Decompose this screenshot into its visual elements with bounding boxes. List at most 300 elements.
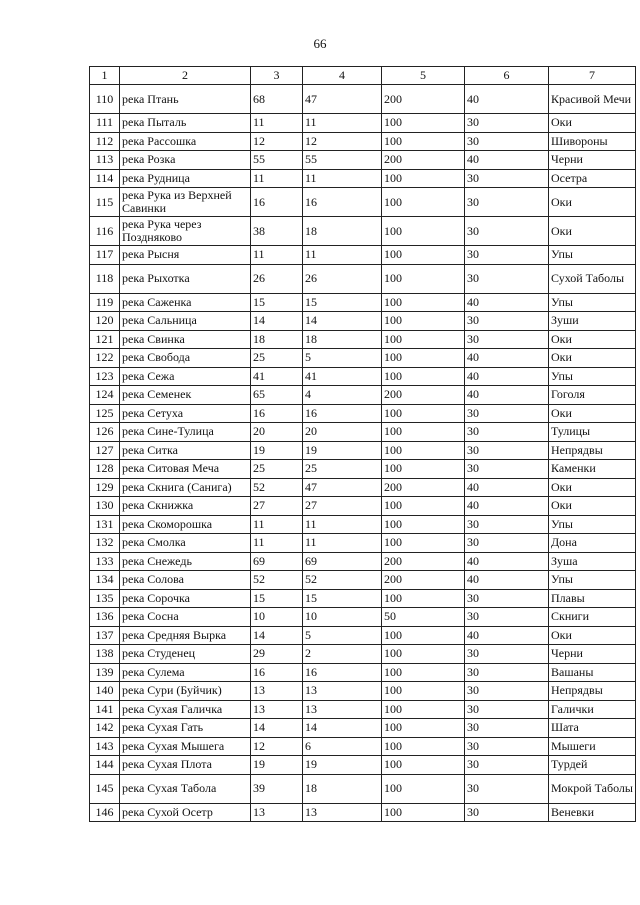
river-name-cell: река Сухая Галичка (120, 700, 251, 719)
col6-cell: 40 (465, 293, 549, 312)
table-row (90, 682, 636, 701)
col5-cell: 100 (382, 534, 465, 553)
row-number-cell: 133 (90, 552, 120, 571)
col4-cell: 15 (303, 293, 382, 312)
tributary-of-cell: Упы (549, 515, 636, 534)
col5-cell: 100 (382, 756, 465, 775)
tributary-of-cell: Оки (549, 626, 636, 645)
row-number-cell: 134 (90, 571, 120, 590)
table-row (90, 552, 636, 571)
tributary-of-cell: Упы (549, 293, 636, 312)
row-number-cell: 125 (90, 404, 120, 423)
col6-cell: 40 (465, 626, 549, 645)
col6-cell: 30 (465, 756, 549, 775)
row-number-cell: 136 (90, 608, 120, 627)
row-number-cell: 115 (90, 188, 120, 217)
row-number-cell: 114 (90, 169, 120, 188)
col3-cell: 11 (251, 534, 303, 553)
col3-cell: 69 (251, 552, 303, 571)
river-name-cell: река Свобода (120, 349, 251, 368)
river-name-cell: река Птань (120, 85, 251, 114)
tributary-of-cell: Тулицы (549, 423, 636, 442)
tributary-of-cell: Черни (549, 151, 636, 170)
row-number-cell: 128 (90, 460, 120, 479)
col5-cell: 100 (382, 188, 465, 217)
tributary-of-cell: Непрядвы (549, 682, 636, 701)
row-number-cell: 124 (90, 386, 120, 405)
river-name-cell: река Свинка (120, 330, 251, 349)
col5-cell: 100 (382, 774, 465, 803)
row-number-cell: 137 (90, 626, 120, 645)
col6-cell: 30 (465, 803, 549, 822)
col4-cell: 11 (303, 114, 382, 133)
col3-cell: 68 (251, 85, 303, 114)
river-name-cell: река Скоморошка (120, 515, 251, 534)
table-row (90, 246, 636, 265)
col3-cell: 13 (251, 803, 303, 822)
tributary-of-cell: Дона (549, 534, 636, 553)
river-name-cell: река Сосна (120, 608, 251, 627)
col3-cell: 13 (251, 700, 303, 719)
row-number-cell: 130 (90, 497, 120, 516)
table-row (90, 700, 636, 719)
tributary-of-cell: Непрядвы (549, 441, 636, 460)
col3-cell: 16 (251, 404, 303, 423)
col5-cell: 100 (382, 330, 465, 349)
table-row (90, 441, 636, 460)
row-number-cell: 123 (90, 367, 120, 386)
tributary-of-cell: Оки (549, 188, 636, 217)
col3-cell: 16 (251, 188, 303, 217)
col4-cell: 19 (303, 441, 382, 460)
col6-cell: 30 (465, 700, 549, 719)
tributary-of-cell: Осетра (549, 169, 636, 188)
col5-cell: 200 (382, 571, 465, 590)
col3-cell: 18 (251, 330, 303, 349)
col5-cell: 100 (382, 719, 465, 738)
row-number-cell: 112 (90, 132, 120, 151)
col6-cell: 30 (465, 264, 549, 293)
col5-cell: 200 (382, 478, 465, 497)
col4-cell: 16 (303, 188, 382, 217)
col5-cell: 100 (382, 312, 465, 331)
col3-cell: 14 (251, 312, 303, 331)
col5-cell: 100 (382, 423, 465, 442)
col3-cell: 15 (251, 589, 303, 608)
table-row (90, 423, 636, 442)
tributary-of-cell: Оки (549, 497, 636, 516)
col6-cell: 40 (465, 85, 549, 114)
col5-cell: 100 (382, 700, 465, 719)
col5-cell: 100 (382, 367, 465, 386)
col4-cell: 5 (303, 626, 382, 645)
table-row (90, 330, 636, 349)
col6-cell: 40 (465, 349, 549, 368)
table-row (90, 188, 636, 217)
table-row (90, 737, 636, 756)
col4-cell: 19 (303, 756, 382, 775)
tributary-of-cell: Упы (549, 571, 636, 590)
header-cell: 7 (549, 67, 636, 85)
river-name-cell: река Семенек (120, 386, 251, 405)
table-row (90, 312, 636, 331)
col6-cell: 30 (465, 608, 549, 627)
col5-cell: 100 (382, 293, 465, 312)
col5-cell: 100 (382, 217, 465, 246)
col4-cell: 14 (303, 312, 382, 331)
table-row (90, 478, 636, 497)
col3-cell: 14 (251, 719, 303, 738)
river-name-cell: река Средняя Вырка (120, 626, 251, 645)
col4-cell: 20 (303, 423, 382, 442)
col3-cell: 20 (251, 423, 303, 442)
tributary-of-cell: Плавы (549, 589, 636, 608)
river-name-cell: река Сине-Тулица (120, 423, 251, 442)
col4-cell: 55 (303, 151, 382, 170)
header-cell: 6 (465, 67, 549, 85)
col3-cell: 15 (251, 293, 303, 312)
col5-cell: 100 (382, 441, 465, 460)
col6-cell: 30 (465, 404, 549, 423)
col3-cell: 11 (251, 246, 303, 265)
river-name-cell: река Солова (120, 571, 251, 590)
col5-cell: 100 (382, 169, 465, 188)
river-name-cell: река Розка (120, 151, 251, 170)
col3-cell: 19 (251, 756, 303, 775)
row-number-cell: 126 (90, 423, 120, 442)
row-number-cell: 141 (90, 700, 120, 719)
river-name-cell: река Смолка (120, 534, 251, 553)
river-name-cell: река Снежедь (120, 552, 251, 571)
tributary-of-cell: Зуши (549, 312, 636, 331)
col5-cell: 200 (382, 85, 465, 114)
river-name-cell: река Рассошка (120, 132, 251, 151)
table-row (90, 663, 636, 682)
col6-cell: 40 (465, 151, 549, 170)
col6-cell: 30 (465, 515, 549, 534)
col6-cell: 40 (465, 552, 549, 571)
tributary-of-cell: Оки (549, 114, 636, 133)
header-cell: 1 (90, 67, 120, 85)
col4-cell: 10 (303, 608, 382, 627)
table-row (90, 626, 636, 645)
col4-cell: 11 (303, 534, 382, 553)
col3-cell: 27 (251, 497, 303, 516)
col4-cell: 47 (303, 85, 382, 114)
col4-cell: 27 (303, 497, 382, 516)
header-cell: 4 (303, 67, 382, 85)
tributary-of-cell: Шата (549, 719, 636, 738)
col6-cell: 30 (465, 737, 549, 756)
col3-cell: 19 (251, 441, 303, 460)
header-cell: 2 (120, 67, 251, 85)
river-name-cell: река Студенец (120, 645, 251, 664)
tributary-of-cell: Шивороны (549, 132, 636, 151)
table-row (90, 515, 636, 534)
col4-cell: 18 (303, 774, 382, 803)
river-name-cell: река Рысня (120, 246, 251, 265)
col3-cell: 29 (251, 645, 303, 664)
col6-cell: 30 (465, 682, 549, 701)
col5-cell: 100 (382, 404, 465, 423)
row-number-cell: 131 (90, 515, 120, 534)
tributary-of-cell: Вашаны (549, 663, 636, 682)
col5-cell: 100 (382, 589, 465, 608)
table-row (90, 803, 636, 822)
col6-cell: 30 (465, 312, 549, 331)
tributary-of-cell: Галички (549, 700, 636, 719)
table-body (90, 85, 636, 822)
row-number-cell: 145 (90, 774, 120, 803)
row-number-cell: 113 (90, 151, 120, 170)
col6-cell: 30 (465, 460, 549, 479)
row-number-cell: 129 (90, 478, 120, 497)
col6-cell: 40 (465, 571, 549, 590)
col4-cell: 5 (303, 349, 382, 368)
river-name-cell: река Сорочка (120, 589, 251, 608)
river-name-cell: река Сальница (120, 312, 251, 331)
river-name-cell: река Пыталь (120, 114, 251, 133)
tributary-of-cell: Упы (549, 246, 636, 265)
col4-cell: 13 (303, 682, 382, 701)
col5-cell: 100 (382, 246, 465, 265)
col6-cell: 30 (465, 774, 549, 803)
row-number-cell: 121 (90, 330, 120, 349)
col5-cell: 100 (382, 132, 465, 151)
table-row (90, 264, 636, 293)
table-row (90, 534, 636, 553)
table-row (90, 589, 636, 608)
tributary-of-cell: Скниги (549, 608, 636, 627)
tributary-of-cell: Оки (549, 478, 636, 497)
tributary-of-cell: Зуша (549, 552, 636, 571)
row-number-cell: 118 (90, 264, 120, 293)
row-number-cell: 132 (90, 534, 120, 553)
col6-cell: 30 (465, 663, 549, 682)
river-name-cell: река Сулема (120, 663, 251, 682)
col6-cell: 30 (465, 114, 549, 133)
col3-cell: 38 (251, 217, 303, 246)
col4-cell: 25 (303, 460, 382, 479)
table-row (90, 404, 636, 423)
river-name-cell: река Сухая Табола (120, 774, 251, 803)
row-number-cell: 117 (90, 246, 120, 265)
row-number-cell: 144 (90, 756, 120, 775)
table-row (90, 293, 636, 312)
row-number-cell: 111 (90, 114, 120, 133)
tributary-of-cell: Красивой Мечи (549, 85, 636, 114)
col3-cell: 52 (251, 571, 303, 590)
col6-cell: 40 (465, 386, 549, 405)
tributary-of-cell: Оки (549, 349, 636, 368)
col4-cell: 18 (303, 330, 382, 349)
river-name-cell: река Рука из Верхней Савинки (120, 188, 251, 217)
col4-cell: 16 (303, 663, 382, 682)
col3-cell: 10 (251, 608, 303, 627)
river-name-cell: река Сухой Осетр (120, 803, 251, 822)
row-number-cell: 116 (90, 217, 120, 246)
col3-cell: 16 (251, 663, 303, 682)
col3-cell: 39 (251, 774, 303, 803)
table-row (90, 151, 636, 170)
page-number: 66 (313, 36, 327, 51)
col5-cell: 200 (382, 151, 465, 170)
tributary-of-cell: Мышеги (549, 737, 636, 756)
table-row (90, 367, 636, 386)
col6-cell: 30 (465, 169, 549, 188)
row-number-cell: 127 (90, 441, 120, 460)
header-cell: 5 (382, 67, 465, 85)
tributary-of-cell: Гоголя (549, 386, 636, 405)
col3-cell: 11 (251, 169, 303, 188)
col6-cell: 30 (465, 441, 549, 460)
col4-cell: 11 (303, 246, 382, 265)
tributary-of-cell: Оки (549, 330, 636, 349)
table-row (90, 169, 636, 188)
row-number-cell: 146 (90, 803, 120, 822)
river-name-cell: река Саженка (120, 293, 251, 312)
table-row (90, 386, 636, 405)
tributary-of-cell: Веневки (549, 803, 636, 822)
row-number-cell: 138 (90, 645, 120, 664)
river-name-cell: река Сетуха (120, 404, 251, 423)
col6-cell: 30 (465, 645, 549, 664)
river-name-cell: река Ситка (120, 441, 251, 460)
river-name-cell: река Скнига (Санига) (120, 478, 251, 497)
col5-cell: 100 (382, 515, 465, 534)
col3-cell: 11 (251, 114, 303, 133)
table-row (90, 571, 636, 590)
col3-cell: 11 (251, 515, 303, 534)
row-number-cell: 135 (90, 589, 120, 608)
tributary-of-cell: Упы (549, 367, 636, 386)
row-number-cell: 119 (90, 293, 120, 312)
col6-cell: 30 (465, 217, 549, 246)
col3-cell: 52 (251, 478, 303, 497)
col6-cell: 40 (465, 478, 549, 497)
row-number-cell: 140 (90, 682, 120, 701)
col4-cell: 4 (303, 386, 382, 405)
col6-cell: 30 (465, 719, 549, 738)
river-name-cell: река Рыхотка (120, 264, 251, 293)
col5-cell: 100 (382, 460, 465, 479)
col6-cell: 30 (465, 188, 549, 217)
col5-cell: 50 (382, 608, 465, 627)
table-row (90, 645, 636, 664)
col5-cell: 100 (382, 497, 465, 516)
table-row (90, 85, 636, 114)
col3-cell: 14 (251, 626, 303, 645)
tributary-of-cell: Черни (549, 645, 636, 664)
col4-cell: 11 (303, 169, 382, 188)
col6-cell: 30 (465, 132, 549, 151)
col5-cell: 100 (382, 663, 465, 682)
col3-cell: 25 (251, 460, 303, 479)
col4-cell: 2 (303, 645, 382, 664)
table-row (90, 349, 636, 368)
col5-cell: 100 (382, 349, 465, 368)
col6-cell: 40 (465, 497, 549, 516)
table-row (90, 114, 636, 133)
col4-cell: 47 (303, 478, 382, 497)
col3-cell: 55 (251, 151, 303, 170)
table-row (90, 774, 636, 803)
col4-cell: 13 (303, 700, 382, 719)
river-name-cell: река Рудница (120, 169, 251, 188)
river-name-cell: река Скнижка (120, 497, 251, 516)
river-name-cell: река Сухая Плота (120, 756, 251, 775)
river-name-cell: река Сежа (120, 367, 251, 386)
col5-cell: 100 (382, 803, 465, 822)
col4-cell: 15 (303, 589, 382, 608)
col6-cell: 30 (465, 423, 549, 442)
table-row (90, 217, 636, 246)
col5-cell: 100 (382, 264, 465, 293)
table-row (90, 719, 636, 738)
col3-cell: 41 (251, 367, 303, 386)
col4-cell: 14 (303, 719, 382, 738)
rivers-table (89, 66, 636, 822)
col6-cell: 30 (465, 534, 549, 553)
col4-cell: 69 (303, 552, 382, 571)
row-number-cell: 142 (90, 719, 120, 738)
col5-cell: 100 (382, 114, 465, 133)
col3-cell: 12 (251, 132, 303, 151)
col5-cell: 100 (382, 645, 465, 664)
header-cell: 3 (251, 67, 303, 85)
tributary-of-cell: Сухой Таболы (549, 264, 636, 293)
row-number-cell: 139 (90, 663, 120, 682)
tributary-of-cell: Оки (549, 404, 636, 423)
tributary-of-cell: Оки (549, 217, 636, 246)
table-row (90, 497, 636, 516)
river-name-cell: река Сури (Буйчик) (120, 682, 251, 701)
river-name-cell: река Рука через Поздняково (120, 217, 251, 246)
tributary-of-cell: Мокрой Таболы (549, 774, 636, 803)
river-name-cell: река Сухая Мышега (120, 737, 251, 756)
row-number-cell: 122 (90, 349, 120, 368)
col6-cell: 40 (465, 367, 549, 386)
col3-cell: 26 (251, 264, 303, 293)
col6-cell: 30 (465, 246, 549, 265)
col4-cell: 16 (303, 404, 382, 423)
tributary-of-cell: Турдей (549, 756, 636, 775)
col3-cell: 25 (251, 349, 303, 368)
col4-cell: 52 (303, 571, 382, 590)
col6-cell: 30 (465, 330, 549, 349)
col6-cell: 30 (465, 589, 549, 608)
col5-cell: 100 (382, 626, 465, 645)
col3-cell: 65 (251, 386, 303, 405)
col4-cell: 12 (303, 132, 382, 151)
row-number-cell: 120 (90, 312, 120, 331)
col4-cell: 13 (303, 803, 382, 822)
row-number-cell: 143 (90, 737, 120, 756)
river-name-cell: река Сухая Гать (120, 719, 251, 738)
table-row (90, 132, 636, 151)
table-row (90, 460, 636, 479)
col4-cell: 11 (303, 515, 382, 534)
header-row (90, 67, 636, 85)
col3-cell: 12 (251, 737, 303, 756)
col5-cell: 200 (382, 386, 465, 405)
col5-cell: 100 (382, 737, 465, 756)
tributary-of-cell: Каменки (549, 460, 636, 479)
row-number-cell: 110 (90, 85, 120, 114)
col4-cell: 18 (303, 217, 382, 246)
col4-cell: 41 (303, 367, 382, 386)
river-name-cell: река Ситовая Меча (120, 460, 251, 479)
